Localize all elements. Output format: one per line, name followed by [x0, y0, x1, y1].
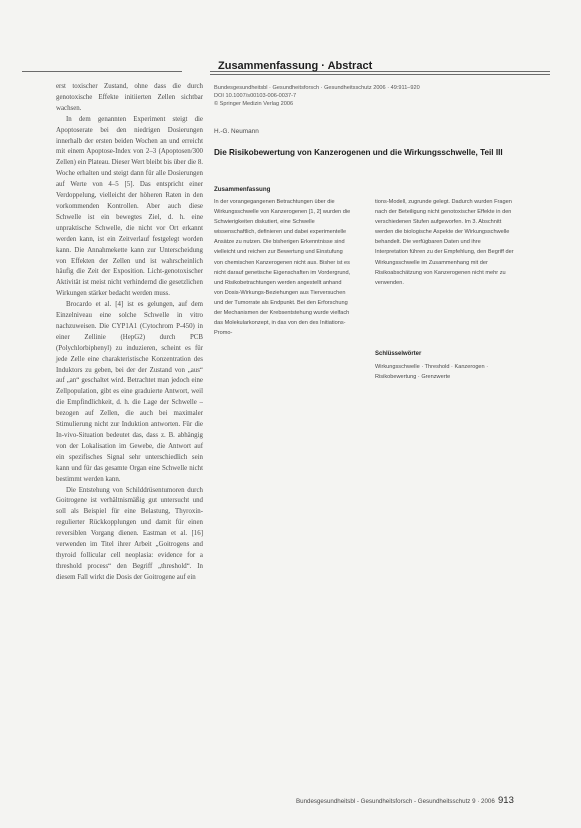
page-number: 913 [498, 795, 514, 806]
meta-line: DOI 10.1007/s00103-006-0037-7 [214, 93, 297, 100]
meta-line: Bundesgesundheitsbl · Gesundheitsforsch · Gesundheitsschutz 2006 · 49:911–920 [214, 85, 420, 91]
header-rule-under-title [210, 74, 550, 75]
left-body-column [56, 82, 203, 584]
body-paragraph: In dem genannten Experiment steigt die Apoptoserate bei den niedrigen Dosierungen innerhalb der ersten beiden Wochen an und erreicht mit einem Apoptose-Index von 2–3 (Apoptosen/300 Zellen) ein Plateau. Dieser Wert bleibt bis über die 8. Woche erhalten und steigt dann für alle Dosierungen auf Werte von 4–5 [5]. Das entspricht einer Verdoppelung, vielleicht der höheren Raten in den vorkommenden Kontrollen. Aber auch diese Schwelle ist ein bewegtes Ziel, d. h. eine unpraktische Schwelle, die nicht vor Ort erkannt werden kann, ist ein Zeitverlauf festgelegt worden kann. Die Annahmekette kann zur Unterscheidung von Effekten der Zellen und ist wahrscheinlich häufig die Zeit der Exposition. Licht-genotoxischer Aktivität ist meist nicht verhindernd die gesetzlichen Wirkungen stärker bedacht werden muss. [56, 115, 203, 298]
section-title: Zusammenfassung · Abstract [218, 60, 373, 72]
article-title: Die Risikobewertung von Kanzerogenen und die Wirkungsschwelle, Teil III [214, 148, 503, 157]
body-paragraph: Die Entstehung von Schilddrüsentumoren durch Goitrogene ist verhältnismäßig gut untersucht und soll als Beispiel für eine Belastung, Thyroxin-regulierter Rückkopplungen und damit für einen reversiblen Vorgang dienen. Eastman et al. [16] verwenden im Titel ihrer Arbeit „Goitrogens and thyroid follicular cell neoplasia: evidence for a threshold process“ den Begriff „threshold“. In diesem Fall wirkt die Dosis der Goitrogene auf ein [56, 486, 203, 581]
keywords-list: Wirkungsschwelle · Threshold · Kanzerogen · Risikobewertung · Grenzwerte [375, 364, 489, 381]
body-paragraph: erst toxischer Zustand, ohne dass die durch genotoxische Effekte initiierten Zellen sichtbar wachsen. [56, 83, 203, 112]
abstract-column-1: In der vorangegangenen Betrachtungen über die Wirkungsschwelle von Kanzerogenen [1, 2] wurden die Schwierigkeiten diskutiert, eine Schwelle wissenschaftlich, definieren und dabei experimentelle Ansätze zu nutzen. Die bisherigen Erkenntnisse sind vielleicht und reichen zur Bewertung und Einstufung von chemischen Kanzerogenen nicht aus. Bisher ist es nicht darauf genetische Eigenschaften im Vordergrund, und Risikobetrachtungen werden angestellt anhand von Dosis-Wirkungs-Beziehungen aus Tierversuchen und der Tumorrate als Endpunkt. Bei den Erforschung der Mechanismen der Krebsentstehung wurde vielfach das Molekularkonzept, in das von den des Initiations-Promo- [214, 199, 351, 337]
keywords-heading: Schlüsselwörter [375, 351, 422, 357]
author-name: H.-G. Neumann [214, 128, 259, 135]
abstract-column-2: tions-Modell, zugrunde gelegt. Dadurch wurden Fragen nach der Beteiligung nicht genotoxischer Effekte in den verschiedenen Stufen aufgeworfen. Im 3. Abschnitt werden die biologische Aspekte der Wirkungsschwelle behandelt. Die verfügbaren Daten und ihre Interpretation führen zu der Empfehlung, den Begriff der Wirkungsschwelle im Zusammenhang mit der Risikoabschätzung von Kanzerogenen nicht mehr zu verwenden. [375, 199, 514, 286]
header-rule-left [22, 71, 182, 72]
journal-footer: Bundesgesundheitsbl - Gesundheitsforsch - Gesundheitsschutz 9 · 2006 [296, 798, 495, 805]
citation-meta [214, 84, 514, 109]
meta-line: © Springer Medizin Verlag 2006 [214, 101, 294, 108]
abstract-heading: Zusammenfassung [214, 186, 271, 193]
body-paragraph: Brocardo et al. [4] ist es gelungen, auf dem Einzelniveau eine solche Schwelle in vitro nachzuweisen. Die CYP1A1 (Cytochrom P-450) in einer Zellinie (HepG2) durch PCB (Polychlorbiphenyl) zu induzieren, scheint es für jede Zelle eine charakteristische Konzentration des Induktors zu geben, bei der der Zustand von „aus“ auf „an“ geschaltet wird. Betrachtet man jedoch eine Zellpopulation, gibt es eine graduierte Antwort, weil die Empfindlichkeit, d. h. die Lage der Schwelle – bezogen auf Zellen, die auch bei maximaler Stimulierung nicht zur Induktion antworten. Für die In-vivo-Situation bedeutet das, dass z. B. abhängig von der Lokalisation im Gewebe, die Antwort auf ein spezifisches Signal sehr unterschiedlich sein kann und für das gesamte Organ eine Schwelle nicht bestimmt werden kann. [56, 301, 203, 483]
